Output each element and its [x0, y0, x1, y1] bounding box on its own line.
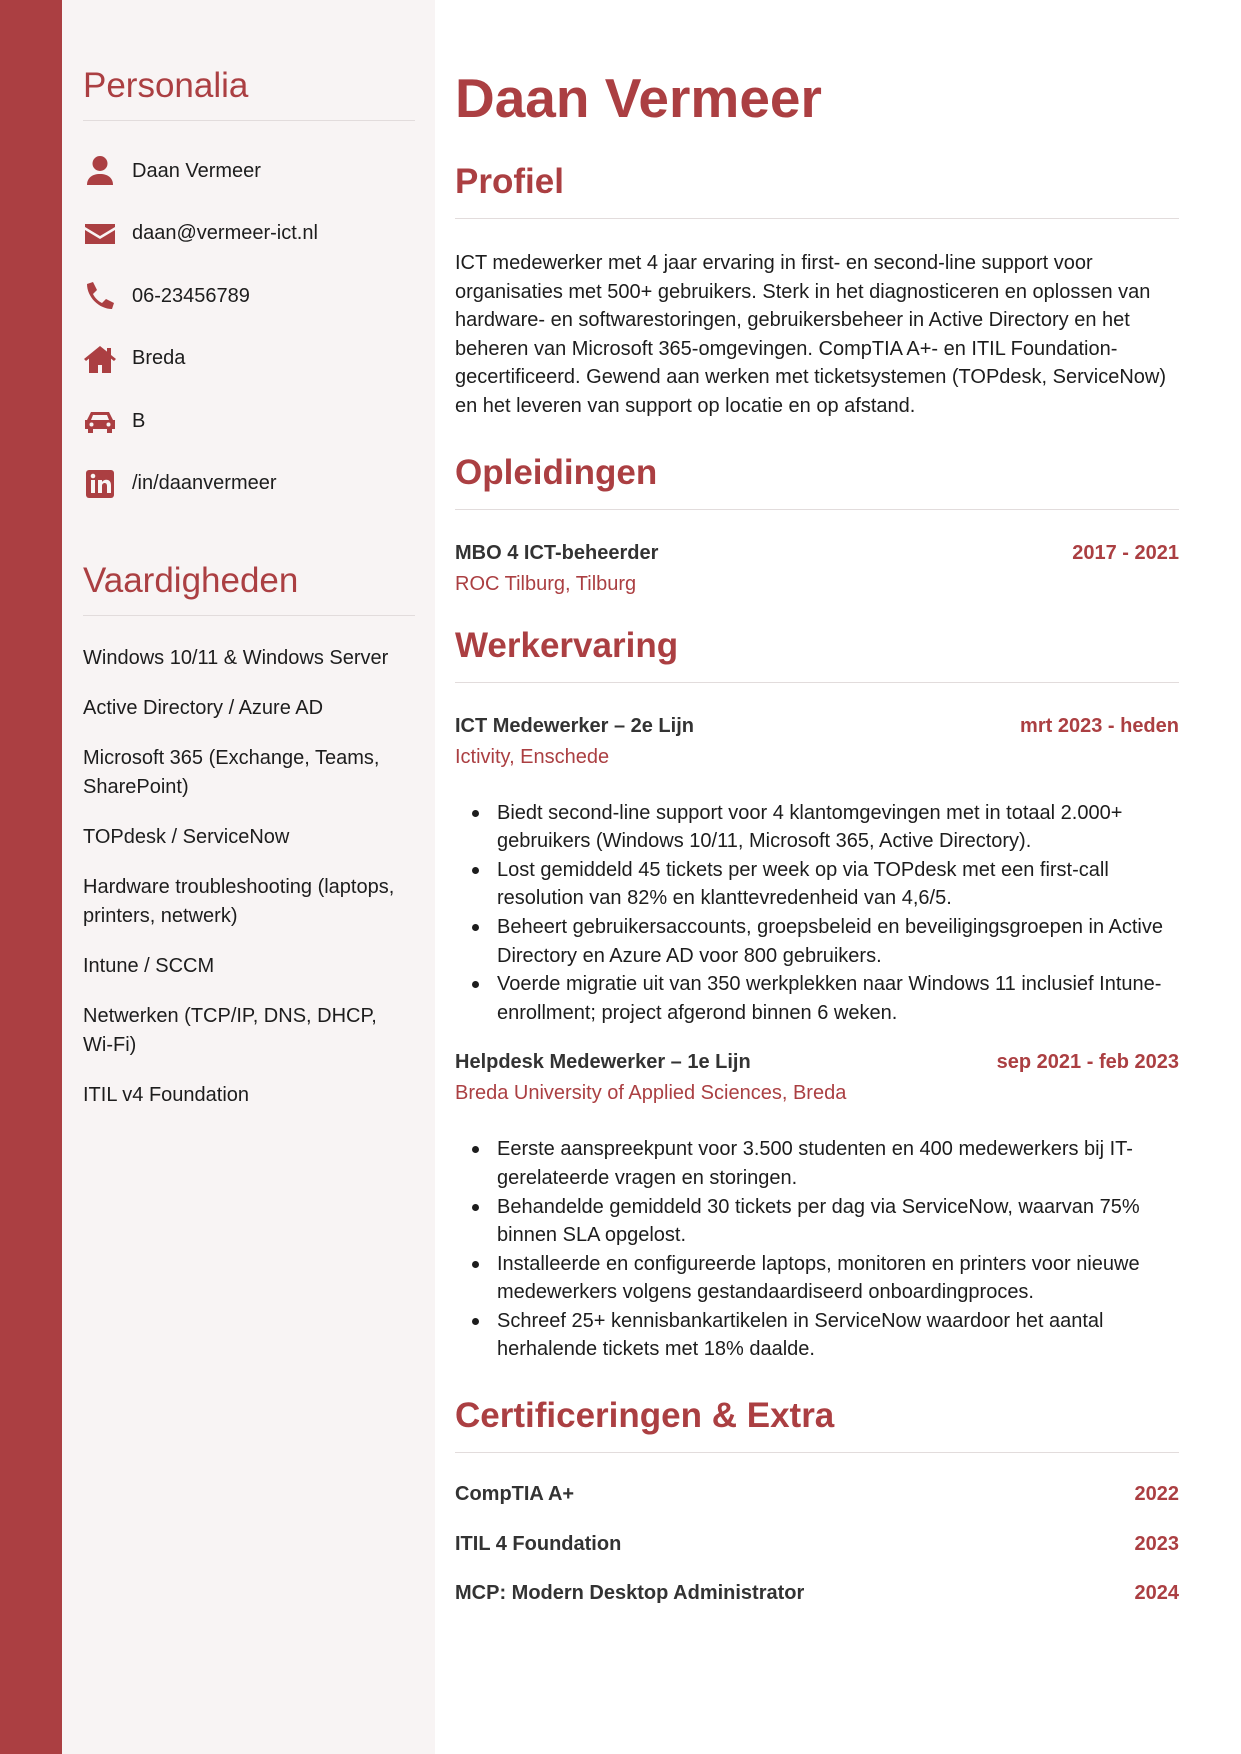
contact-name-text: Daan Vermeer [132, 159, 261, 182]
contact-linkedin [83, 453, 415, 516]
skill-item: TOPdesk / ServiceNow [83, 826, 290, 848]
envelope-icon [83, 217, 117, 251]
certification-title: CompTIA A+ [455, 1483, 575, 1506]
user-icon [83, 154, 117, 188]
bullet-item [497, 970, 1179, 1027]
work-heading: Werkervaring [455, 624, 1179, 683]
bullet-item [497, 1307, 1179, 1364]
bullet-text: Beheert gebruikersaccounts, groepsbeleid en beveiligingsgroepen in Active Directory en Azure AD voor 800 gebruikers. [497, 915, 1163, 967]
sidebar [62, 0, 435, 1754]
bullet-text: Behandelde gemiddeld 30 tickets per dag via ServiceNow, waarvan 75% binnen SLA opgelost. [497, 1195, 1140, 1247]
job-employer: Breda University of Applied Sciences, Breda [455, 1082, 847, 1105]
bullet-dot [472, 810, 479, 817]
education-school: ROC Tilburg, Tilburg [455, 572, 637, 595]
accent-stripe [0, 0, 62, 1754]
skills-heading: Vaardigheden [83, 559, 415, 616]
bullet-dot [472, 1318, 479, 1325]
bullet-dot [472, 981, 479, 988]
certification-row [455, 1483, 1179, 1533]
contact-license [83, 390, 415, 453]
main-content [435, 0, 1241, 1754]
contact-city-text: Breda [132, 347, 186, 370]
certification-row [455, 1533, 1179, 1583]
job-date: sep 2021 - feb 2023 [996, 1051, 1179, 1074]
bullet-dot [472, 867, 479, 874]
contact-phone [83, 265, 415, 328]
certification-row [455, 1582, 1179, 1632]
job-title: Helpdesk Medewerker – 1e Lijn [455, 1051, 751, 1074]
certifications-list [455, 1483, 1179, 1632]
bullet-text: Voerde migratie uit van 350 werkplekken naar Windows 11 inclusief Intune-enrollment; project afgerond binnen 6 weken. [497, 973, 1162, 1024]
job-employer: Ictivity, Enschede [455, 745, 610, 768]
contact-city [83, 328, 415, 391]
contact-list [83, 140, 415, 515]
bullet-text: Eerste aanspreekpunt voor 3.500 studenten en 400 medewerkers bij IT-gerelateerde vragen en storingen. [497, 1138, 1133, 1189]
bullet-dot [472, 1146, 479, 1153]
job-bullets [455, 799, 1179, 1028]
profile-heading: Profiel [455, 160, 1179, 219]
certification-year: 2023 [1134, 1532, 1179, 1555]
certification-title: MCP: Modern Desktop Administrator [455, 1582, 805, 1605]
contact-email [83, 203, 415, 266]
bullet-text: Lost gemiddeld 45 tickets per week op via TOPdesk met een first-call resolution van 82% en klanttevredenheid van 4,6/5. [497, 858, 1109, 910]
bullet-item [497, 913, 1179, 970]
education-heading: Opleidingen [455, 451, 1179, 510]
skill-item: Netwerken (TCP/IP, DNS, DHCP, Wi-Fi) [83, 1005, 377, 1056]
contact-linkedin-text[interactable]: /in/daanvermeer [132, 472, 277, 495]
job-bullets [455, 1135, 1179, 1364]
certifications-heading: Certificeringen & Extra [455, 1394, 1179, 1453]
contact-name [83, 140, 415, 203]
skill-item: Hardware troubleshooting (laptops, printers, netwerk) [83, 876, 395, 927]
certification-title: ITIL 4 Foundation [455, 1532, 622, 1555]
bullet-dot [472, 1261, 479, 1268]
skill-item: Active Directory / Azure AD [83, 697, 324, 719]
job-entry [455, 1051, 1179, 1364]
bullet-item [497, 1250, 1179, 1307]
bullet-dot [472, 1204, 479, 1211]
skill-item: Intune / SCCM [83, 955, 215, 977]
bullet-item [497, 799, 1179, 856]
contact-phone-text: 06-23456789 [132, 284, 250, 307]
home-icon [83, 342, 117, 376]
skill-item: Microsoft 365 (Exchange, Teams, SharePoint) [83, 747, 380, 798]
bullet-item [497, 856, 1179, 913]
bullet-item [497, 1135, 1179, 1192]
skill-item: ITIL v4 Foundation [83, 1084, 250, 1106]
education-date: 2017 - 2021 [1072, 541, 1179, 564]
job-title: ICT Medewerker – 2e Lijn [455, 714, 694, 737]
bullet-dot [472, 924, 479, 931]
contact-email-text[interactable]: daan@vermeer-ict.nl [132, 222, 318, 245]
car-icon [83, 404, 117, 438]
education-entry [455, 542, 1179, 596]
certification-year: 2022 [1134, 1483, 1179, 1506]
job-entry [455, 715, 1179, 1028]
bullet-text: Installeerde en configureerde laptops, monitoren en printers voor nieuwe medewerkers volgens gestandaardiseerd onboardingproces. [497, 1252, 1140, 1304]
profile-text: ICT medewerker met 4 jaar ervaring in first- en second-line support voor organisaties met 500+ gebruikers. Sterk in het diagnosticeren en oplossen van hardware- en softwarestoringen, gebruikersbeheer in Active Directory en het beheren van Microsoft 365-omgevingen. CompTIA A+- en ITIL Foundation-gecertificeerd. Gewend aan werken met ticketsystemen (TOPdesk, ServiceNow) en het leveren van support op locatie en op afstand. [455, 252, 1167, 417]
bullet-text: Biedt second-line support voor 4 klantomgevingen met in totaal 2.000+ gebruikers (Windows 10/11, Microsoft 365, Active Directory). [497, 801, 1123, 853]
bullet-text: Schreef 25+ kennisbankartikelen in ServiceNow waardoor het aantal herhalende tickets met 18% daalde. [497, 1309, 1104, 1361]
phone-icon [83, 279, 117, 313]
skills-list [83, 644, 415, 1110]
bullet-item [497, 1193, 1179, 1250]
job-date: mrt 2023 - heden [1020, 714, 1179, 737]
linkedin-icon [83, 467, 117, 501]
candidate-name: Daan Vermeer [455, 67, 822, 129]
certification-year: 2024 [1134, 1582, 1179, 1605]
education-title: MBO 4 ICT-beheerder [455, 541, 659, 564]
personal-heading: Personalia [83, 64, 415, 121]
contact-license-text: B [132, 409, 146, 432]
skill-item: Windows 10/11 & Windows Server [83, 647, 389, 669]
